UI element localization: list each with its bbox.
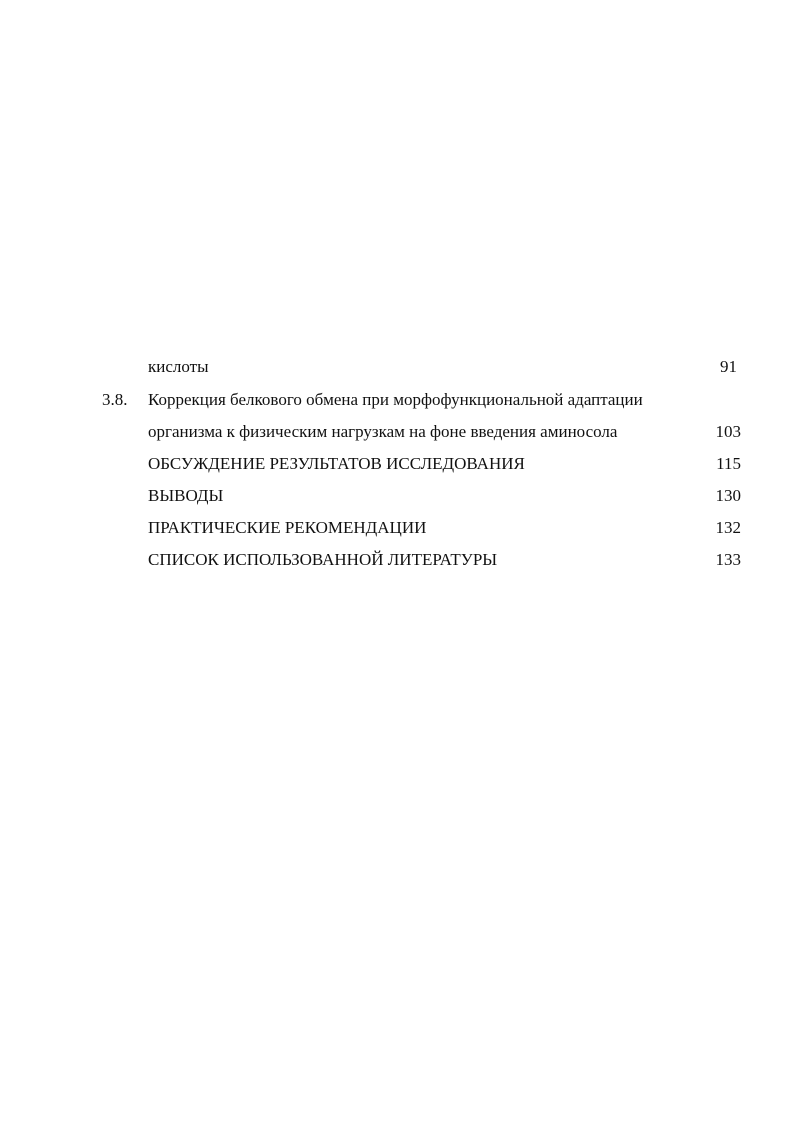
toc-entry-page: 130	[715, 486, 741, 505]
toc-entry-title: ОБСУЖДЕНИЕ РЕЗУЛЬТАТОВ ИССЛЕДОВАНИЯ	[148, 454, 525, 473]
toc-entry	[0, 416, 793, 448]
toc-entry-page: 103	[715, 422, 741, 441]
toc-entry-title: ПРАКТИЧЕСКИЕ РЕКОМЕНДАЦИИ	[148, 518, 427, 537]
toc-entry-number: 3.8.	[102, 390, 128, 409]
toc-entry-page: 91	[720, 357, 737, 376]
toc-entry	[0, 448, 793, 480]
toc-entry	[0, 480, 793, 512]
toc-entry	[0, 512, 793, 544]
toc-entry	[0, 384, 793, 416]
toc-entry	[0, 351, 793, 383]
toc-entry-page: 133	[715, 550, 741, 569]
toc-entry-title: кислоты	[148, 357, 209, 376]
toc-entry-page: 132	[715, 518, 741, 537]
toc-entry-title: Коррекция белкового обмена при морфофункциональной адаптации	[148, 390, 643, 409]
toc-entry-page: 115	[716, 454, 741, 473]
toc-entry-title: организма к физическим нагрузкам на фоне введения аминосола	[148, 422, 618, 441]
toc-entry	[0, 544, 793, 576]
toc-entry-title: ВЫВОДЫ	[148, 486, 224, 505]
toc-entry-title: СПИСОК ИСПОЛЬЗОВАННОЙ ЛИТЕРАТУРЫ	[148, 550, 498, 569]
